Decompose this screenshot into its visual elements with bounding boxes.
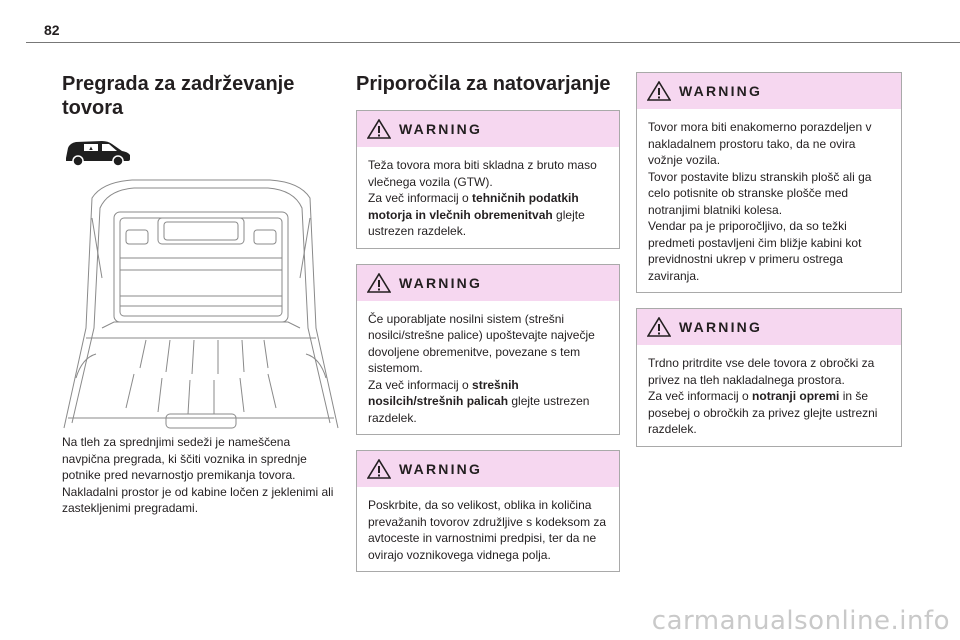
warning-text: Če uporabljate nosilni sistem (strešni nosilci/strešne palice) upoštevajte največje dovoljene obremenitve, povezane s tem sistemom. Za več informacij o strešnih nosilcih/strešnih palicah glejte ustrezen razdelek. <box>368 311 595 425</box>
warning-box <box>356 264 620 436</box>
warning-box <box>636 72 902 293</box>
van-icon <box>62 134 134 168</box>
section-loading-recommendations <box>356 72 620 587</box>
warning-label: WARNING <box>679 319 763 335</box>
warning-text: Trdno pritrdite vse dele tovora z obročki za privez na tleh nakladalnega prostora. Za več informacij o notranji opremi in še posebej o obročkih za privez glejte ustrezni razdelek. <box>648 356 878 436</box>
warning-text: Teža tovora mora biti skladna z bruto maso vlečnega vozila (GTW). Za več informacij o tehničnih podatkih motorja in vlečnih obremenitvah glejte ustrezen razdelek. <box>368 158 597 238</box>
warning-box <box>356 450 620 572</box>
section-title-loading-recommendations: Priporočila za natovarjanje <box>356 73 611 95</box>
page-number: 82 <box>44 22 60 38</box>
warning-text: Poskrbite, da so velikost, oblika in količina prevažanih tovorov združljive s kodeksom za avtoceste in varnostnimi predpisi, ter da ne ovirajo voznikovega vidnega polja. <box>368 498 607 562</box>
cargo-partition-description: Na tleh za sprednjimi sedeži je nameščena navpična pregrada, ki ščiti voznika in sprednje potnike pred nevarnostjo premikanja tovora. Nakladalni prostor je od kabine ločen z jeklenimi ali zastekljenimi pregradami. <box>62 435 334 515</box>
warning-header <box>357 265 619 301</box>
warning-header <box>357 111 619 147</box>
reference-roof-bars: strešnih nosilcih/strešnih palicah <box>368 377 519 408</box>
section-title-cargo-partition: Pregrada za zadrževanje tovora <box>62 73 295 119</box>
warning-triangle-icon <box>647 81 671 101</box>
svg-text:▲: ▲ <box>88 146 94 152</box>
warning-label: WARNING <box>679 83 763 99</box>
header-rule <box>26 42 960 43</box>
warning-triangle-icon <box>367 273 391 293</box>
warning-box <box>636 308 902 447</box>
warning-label: WARNING <box>399 121 483 137</box>
warning-triangle-icon <box>647 317 671 337</box>
watermark: carmanualsonline.info <box>651 606 950 636</box>
cargo-area-illustration <box>62 178 340 438</box>
warning-triangle-icon <box>367 119 391 139</box>
warning-header <box>637 73 901 109</box>
warning-header <box>357 451 619 487</box>
section-cargo-partition <box>62 72 340 515</box>
warning-text: Tovor mora biti enakomerno porazdeljen v nakladalnem prostoru tako, da ne ovira vožnje vozila. Tovor postavite blizu stranskih plošč ali ga celo potisnite ob stranske plošče med notranjimi blatniki kolesa. Vendar pa je priporočljivo, da so težki predmeti postavljeni čim bližje kabini kot previdnostni ukrep v primeru ostrega zaviranja. <box>648 120 872 283</box>
reference-engine-towing-data: tehničnih podatkih motorja in vlečnih obremenitvah <box>368 191 579 222</box>
warning-label: WARNING <box>399 274 483 291</box>
warning-box <box>356 110 620 249</box>
warning-header <box>637 309 901 345</box>
section-loading-warnings-continued <box>636 72 902 462</box>
warning-triangle-icon <box>367 459 391 479</box>
warning-label: WARNING <box>399 461 483 477</box>
reference-interior-equipment: notranji opremi <box>752 389 840 403</box>
